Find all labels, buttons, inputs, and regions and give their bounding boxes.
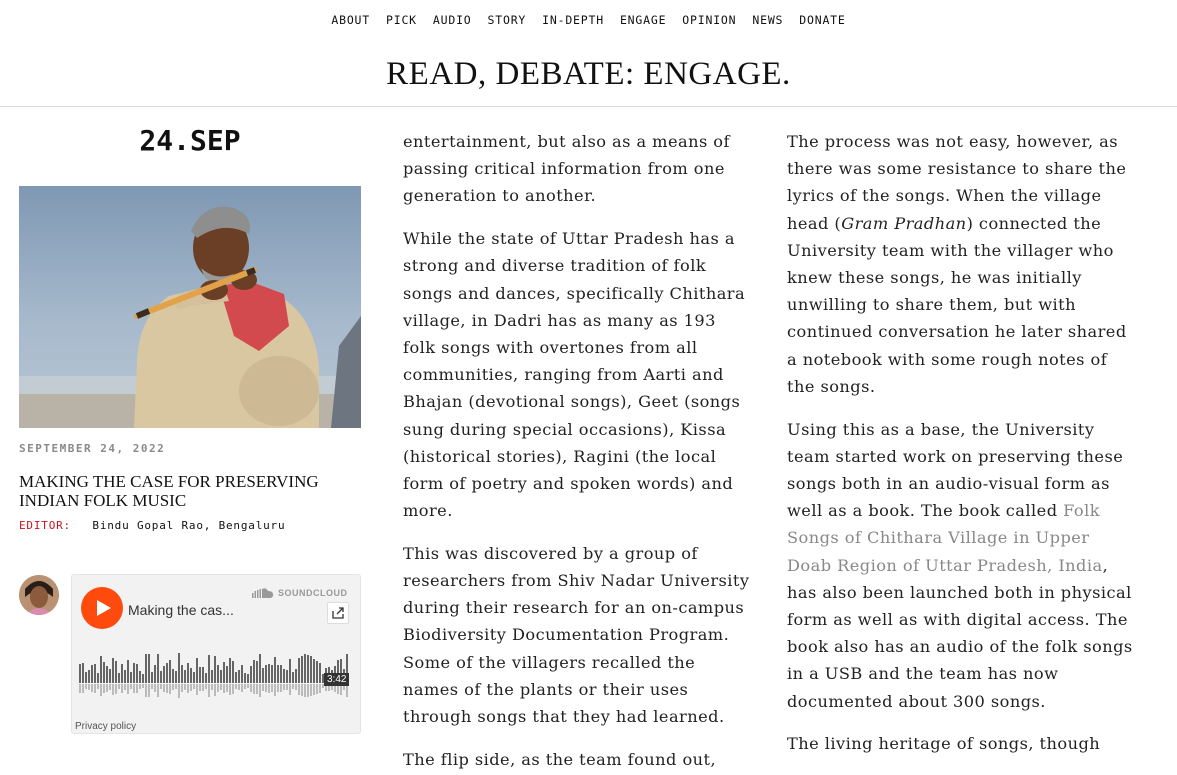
waveform-bar [187, 663, 189, 683]
waveform-bar [298, 658, 300, 683]
waveform-bar [79, 664, 81, 683]
waveform-reflection [157, 684, 159, 697]
waveform-bar [214, 656, 216, 683]
paragraph: This was discovered by a group of researchers from Shiv Nadar University during their research for an on-campus Biodiversity Documentation Program. Some of the villagers recalled the names of the plants or their uses through songs that they had learned. [403, 543, 750, 727]
waveform-bar [319, 663, 321, 683]
waveform-bar [232, 661, 234, 683]
track-title[interactable]: Making the cas... [128, 602, 234, 618]
waveform-reflection [85, 684, 87, 689]
waveform-reflection [232, 684, 234, 694]
waveform-bar [163, 666, 165, 683]
waveform-bar [118, 673, 120, 683]
waveform-reflection [262, 684, 264, 691]
waveform-reflection [148, 684, 150, 697]
waveform-bar [166, 663, 168, 683]
waveform-reflection [304, 684, 306, 697]
waveform[interactable] [79, 647, 351, 703]
waveform-bar [262, 668, 264, 683]
waveform-reflection [94, 684, 96, 693]
waveform-bar [97, 673, 99, 683]
waveform-reflection [91, 684, 93, 692]
waveform-bar [91, 665, 93, 683]
nav-in-depth[interactable]: IN-DEPTH [542, 13, 604, 27]
play-button[interactable] [81, 587, 123, 629]
waveform-bar [226, 666, 228, 683]
waveform-reflection [310, 684, 312, 696]
waveform-reflection [169, 684, 171, 694]
waveform-reflection [283, 684, 285, 690]
waveform-bar [286, 670, 288, 683]
waveform-reflection [259, 684, 261, 697]
site-title[interactable]: READ, DEBATE: ENGAGE. [386, 56, 791, 92]
waveform-reflection [244, 684, 246, 689]
waveform-bar [109, 669, 111, 683]
share-icon [332, 607, 344, 619]
waveform-reflection [307, 684, 309, 697]
waveform-bar [202, 667, 204, 683]
waveform-reflection [151, 684, 153, 689]
soundcloud-label: SOUNDCLOUD [278, 588, 348, 598]
waveform-bar [292, 672, 294, 683]
paragraph: The flip side, as the team found out, [403, 749, 717, 769]
text-run: , has also been launched both in physical form as well as with digital access. The book also has an audio of the folk songs in a USB and the team has now documented about 300 songs. [787, 555, 1133, 711]
editor-name: Bindu Gopal Rao, Bengaluru [92, 519, 286, 532]
waveform-reflection [178, 684, 180, 698]
waveform-reflection [265, 684, 267, 692]
article-body-column-1 [403, 128, 753, 775]
waveform-bar [205, 673, 207, 683]
waveform-reflection [223, 684, 225, 693]
waveform-bar [235, 672, 237, 683]
nav-about[interactable]: ABOUT [331, 13, 370, 27]
waveform-reflection [145, 684, 147, 697]
waveform-bar [133, 663, 135, 683]
header-divider [0, 106, 1177, 107]
waveform-bar [289, 659, 291, 683]
waveform-bar [211, 670, 213, 683]
waveform-bar [220, 670, 222, 683]
waveform-bar [223, 662, 225, 683]
waveform-bar [124, 670, 126, 683]
nav-engage[interactable]: ENGAGE [619, 13, 667, 27]
waveform-bar [199, 667, 201, 683]
waveform-bar [157, 654, 159, 683]
paragraph: While the state of Uttar Pradesh has a strong and diverse tradition of folk songs and dances, specifically Chithara village, in Dadri has as many as 193 folk songs with overtones from all communities, ranging from Aarti and Bhajan (devotional songs), Geet (songs sung during special occasions), Kissa (historical stories), Ragini (the local form of poetry and spoken words) and more. [403, 229, 746, 521]
waveform-reflection [163, 684, 165, 692]
waveform-bar [88, 670, 90, 683]
track-duration: 3:42 [324, 673, 349, 686]
waveform-reflection [127, 684, 129, 694]
waveform-reflection [256, 684, 258, 694]
article-body-column-2 [787, 128, 1137, 773]
article-photo [19, 186, 361, 428]
waveform-reflection [208, 684, 210, 697]
waveform-reflection [175, 684, 177, 689]
soundcloud-icon [252, 588, 274, 598]
waveform-reflection [292, 684, 294, 689]
waveform-reflection [190, 684, 192, 691]
waveform-bar [136, 664, 138, 683]
nav-donate[interactable]: DONATE [799, 13, 846, 27]
nav-pick[interactable]: PICK [386, 13, 417, 27]
waveform-reflection [226, 684, 228, 692]
waveform-reflection [202, 684, 204, 691]
author-avatar[interactable] [19, 575, 59, 615]
publish-date: SEPTEMBER 24, 2022 [19, 442, 166, 455]
waveform-bar [259, 654, 261, 683]
waveform-bar [148, 654, 150, 683]
waveform-bar [190, 668, 192, 683]
waveform-bar [112, 658, 114, 683]
waveform-reflection [247, 684, 249, 688]
waveform-bar [103, 662, 105, 683]
emphasis: Gram Pradhan [841, 213, 967, 233]
waveform-reflection [268, 684, 270, 693]
waveform-bar [268, 664, 270, 683]
waveform-reflection [154, 684, 156, 692]
waveform-bar [217, 665, 219, 683]
waveform-reflection [193, 684, 195, 689]
nav-audio[interactable]: AUDIO [432, 13, 472, 27]
waveform-reflection [172, 684, 174, 690]
waveform-bar [244, 673, 246, 683]
waveform-reflection [133, 684, 135, 693]
waveform-bar [274, 657, 276, 683]
waveform-reflection [118, 684, 120, 689]
waveform-bar [184, 670, 186, 683]
waveform-bar [127, 660, 129, 683]
waveform-reflection [166, 684, 168, 693]
waveform-bar [178, 653, 180, 683]
waveform-reflection [319, 684, 321, 693]
waveform-bar [271, 665, 273, 683]
waveform-reflection [196, 684, 198, 695]
waveform-reflection [79, 684, 81, 693]
waveform-reflection [295, 684, 297, 690]
waveform-reflection [277, 684, 279, 692]
waveform-reflection [253, 684, 255, 694]
waveform-bar [139, 671, 141, 683]
paragraph [787, 416, 1137, 715]
waveform-reflection [313, 684, 315, 695]
waveform-reflection [184, 684, 186, 690]
waveform-bar [142, 674, 144, 683]
waveform-bar [250, 666, 252, 683]
soundcloud-brand[interactable] [252, 588, 348, 598]
waveform-reflection [250, 684, 252, 692]
privacy-policy-link[interactable]: Privacy policy [75, 721, 137, 732]
waveform-reflection [187, 684, 189, 693]
waveform-bar [280, 665, 282, 683]
waveform-bar [238, 670, 240, 683]
waveform-bar [106, 666, 108, 683]
nav-opinion[interactable]: OPINION [682, 13, 737, 27]
waveform-reflection [181, 684, 183, 692]
waveform-reflection [211, 684, 213, 690]
waveform-reflection [235, 684, 237, 689]
waveform-bar [277, 665, 279, 683]
waveform-bar [115, 661, 117, 683]
soundcloud-player [71, 574, 361, 734]
waveform-bar [160, 671, 162, 683]
waveform-bar [154, 665, 156, 683]
waveform-reflection [130, 684, 132, 689]
waveform-reflection [97, 684, 99, 689]
waveform-reflection [289, 684, 291, 695]
waveform-reflection [205, 684, 207, 689]
waveform-reflection [229, 684, 231, 695]
text-run: ) connected the University team with the villager who knew these songs, he was initially unwilling to share them, but with continued conversation he later shared a notebook with some rough notes of the songs. [787, 213, 1127, 396]
top-nav [0, 0, 1177, 40]
waveform-reflection [100, 684, 102, 696]
waveform-reflection [271, 684, 273, 692]
waveform-bar [175, 671, 177, 683]
waveform-bar [283, 669, 285, 683]
waveform-reflection [298, 684, 300, 695]
waveform-reflection [286, 684, 288, 690]
waveform-reflection [124, 684, 126, 690]
waveform-bar [169, 660, 171, 683]
waveform-reflection [274, 684, 276, 696]
waveform-reflection [301, 684, 303, 696]
flute-player-image [19, 186, 361, 428]
waveform-reflection [199, 684, 201, 691]
paragraph [787, 128, 1137, 400]
waveform-reflection [112, 684, 114, 695]
play-icon [97, 600, 111, 616]
text-run: Using this as a base, the University team started work on preserving these songs both in an audio-visual form as well as a book. The book called [787, 419, 1124, 521]
waveform-bar [313, 659, 315, 683]
waveform-bar [229, 658, 231, 683]
waveform-reflection [217, 684, 219, 692]
waveform-reflection [139, 684, 141, 689]
waveform-bar [304, 654, 306, 683]
waveform-reflection [103, 684, 105, 693]
waveform-bar [265, 665, 267, 683]
waveform-reflection [88, 684, 90, 690]
paragraph: entertainment, but also as a means of passing critical information from one generation to another. [403, 132, 730, 206]
waveform-reflection [160, 684, 162, 689]
nav-news[interactable]: NEWS [752, 13, 784, 27]
waveform-reflection [214, 684, 216, 696]
article-date-large: 24.SEP [139, 124, 241, 157]
waveform-bar [94, 664, 96, 683]
waveform-bar [256, 661, 258, 683]
waveform-bar [247, 674, 249, 683]
editor-credit [19, 519, 285, 532]
waveform-bar [316, 661, 318, 683]
waveform-reflection [121, 684, 123, 693]
book-link[interactable]: Folk Songs of Chithara Village in Upper Doab Region of Uttar Pradesh, India [787, 501, 1103, 575]
waveform-bar [151, 672, 153, 683]
waveform-reflection [241, 684, 243, 692]
waveform-bar [82, 663, 84, 683]
text-run: The process was not easy, however, as there was some resistance to share the lyrics of the songs. When the village head ( [787, 132, 1127, 233]
waveform-bar [307, 655, 309, 683]
waveform-bar [310, 656, 312, 683]
avatar-image [19, 575, 59, 615]
waveform-reflection [82, 684, 84, 693]
waveform-bar [196, 658, 198, 683]
waveform-bar [295, 669, 297, 683]
waveform-reflection [220, 684, 222, 690]
waveform-reflection [115, 684, 117, 694]
waveform-bar [130, 672, 132, 683]
waveform-bar [100, 656, 102, 683]
waveform-bar [181, 665, 183, 683]
waveform-bar [241, 665, 243, 683]
waveform-bar [208, 655, 210, 683]
waveform-reflection [142, 684, 144, 688]
waveform-bar [193, 672, 195, 683]
waveform-bar [253, 660, 255, 683]
waveform-reflection [238, 684, 240, 690]
share-button[interactable] [327, 602, 349, 624]
waveform-reflection [109, 684, 111, 690]
waveform-bar [172, 669, 174, 683]
waveform-reflection [316, 684, 318, 694]
waveform-bar [145, 654, 147, 683]
waveform-bar [85, 672, 87, 683]
waveform-reflection [136, 684, 138, 693]
waveform-bar [301, 656, 303, 683]
waveform-bar [121, 664, 123, 683]
article-title: MAKING THE CASE FOR PRESERVING INDIAN FOLK MUSIC [19, 472, 319, 510]
editor-label: EDITOR: [19, 519, 71, 532]
waveform-reflection [106, 684, 108, 692]
paragraph: The living heritage of songs, though [787, 734, 1101, 754]
nav-story[interactable]: STORY [487, 13, 527, 27]
waveform-reflection [280, 684, 282, 692]
